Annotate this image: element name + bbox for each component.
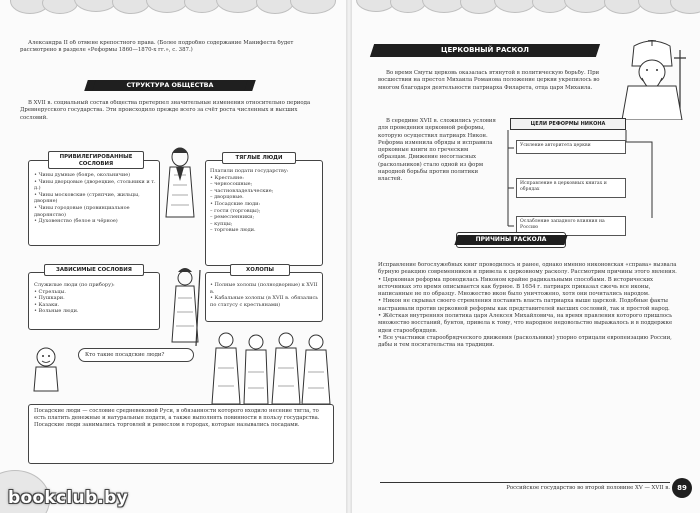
left-page [0,0,346,513]
serfs-title: ХОЛОПЫ [230,264,290,276]
dependent-estates-title: ЗАВИСИМЫЕ СОСЛОВИЯ [44,264,144,276]
question-bubble: Кто такие посадские люди? [78,348,194,362]
page-number: 89 [672,478,692,498]
reform-goals-title: ЦЕЛИ РЕФОРМЫ НИКОНА [510,118,626,130]
page-footer: Российское государство во второй половине XV — XVII в. [380,482,670,494]
tax-people-body: Платили подати государству: • Крестьяне: – черносошные; – частновладельческие; – дворцовые. • Посадские люди: – гости (торговцы); – ремесленники; – купцы; – торговые люди. [210,168,289,234]
intro-text: Александра II об отмене крепостного права. (Более подробно содержание Манифеста будет рассмотрено в разделе «Реформы 1860—1870-х гг.», с. 387.) [20,40,294,54]
schism-para-1: Во время Смуты церковь оказалась втянутой в политическую борьбу. При восшествии на престол Михаила Романова положение церкви укрепилось во многом благодаря деятельности патриарха Филарета, отца царя Михаила. [378,70,600,91]
privileged-estates-body: • Чины думные (бояре, окольничие) • Чины дворцовые (дворецкие, стольники и т. д.) • Чины московские (стряпчие, жильцы, дворяне) • Чины городовые (провинциальное дворянство) • Духовенство (белое и чёрное) [34,172,156,225]
reform-goal-item-1: Усиление авторитета церкви [516,140,626,154]
section-title-schism: ЦЕРКОВНЫЙ РАСКОЛ [376,44,594,57]
schism-para-2: В середине XVII в. сложились условия для проведения церковной реформы, которую осуществил патриарх Никон. Реформа изменила обряды и исправила церковные книги по греческим образцам. Движение несогласных (раскольников) стало одной из форм народной борьбы против политики властей. [378,118,496,183]
cloud-header-decoration [0,0,346,34]
structure-text: В XVII в. социальный состав общества претерпел значительные изменения относительно периода Древнерусского государства. Эти происходило прежде всего за счёт роста численных и высших сословий. [20,100,311,121]
causes-body: Исправление богослужебных книг проводилось и ранее, однако именно никоновская «справа» вызвала бурную реакцию современников и привела к церковному расколу. Рассмотрим причины этого явления. • Церковная реформа проводилась Никоном крайне радикальными способами. В исторических источниках это время описывается как бурное. В 1654 г. патриарх приказал сжечь все иконы, написанные не по образцу. Множество икон было уничтожено, хотя они почитались народом. • Никон не скрывал своего стремления поставить власть патриарха выше царской. Подобные факты настраивали против церковной реформы как представителей высших сословий, так и простой народ. • Жёсткая внутренняя политика царя Алексея Михайловича, на время правления которого пришлось множество восстаний, бунтов, привела к тому, что народное недовольство выражалось и в поддержке идеи старообрядцев. • Все участники старообрядческого движения (раскольники) упорно отрицали европеизацию России, дабы и тем посягательства на традиции. [378,262,677,349]
reform-goal-item-3: Ослабление западного влияния на Россию [516,216,626,236]
causes-subtitle: ПРИЧИНЫ РАСКОЛА [460,235,562,245]
tax-people-title: ТЯГЛЫЕ ЛЮДИ [222,152,296,164]
streltsy-illustration [166,268,204,348]
dependent-estates-body: Служилые люди (по прибору): • Стрельцы. • Пушкари. • Казаки. • Вольные люди. [34,282,115,315]
right-page [352,0,700,513]
townspeople-illustration [210,328,334,406]
reform-goal-item-2: Исправление в церковных книгах и обрядах [516,178,626,198]
serfs-body: • Полные холопы (полнодворные) к XVII в. • Кабальные холопы (в XVII в. обязались по статусу с крестьянами) [210,282,319,308]
watermark-text: bookclub.by [8,488,129,508]
definition-text: Посадские люди — сословие средневековой Руси, в обязанности которого входило несение тягла, то есть платить денежные и натуральные подати, а также выполнять повинности в пользу государства. Посадские люди занимались торговлей и ремеслом в городах, которые назывались посадами. [34,408,320,428]
patriarch-illustration [614,40,690,120]
cloud-header-decoration-right [352,0,700,34]
privileged-estates-title: ПРИВИЛЕГИРОВАННЫЕ СОСЛОВИЯ [48,151,144,169]
boyar-illustration [158,145,202,225]
child-reading-illustration [28,345,68,393]
section-title-structure: СТРУКТУРА ОБЩЕСТВА [90,80,250,91]
